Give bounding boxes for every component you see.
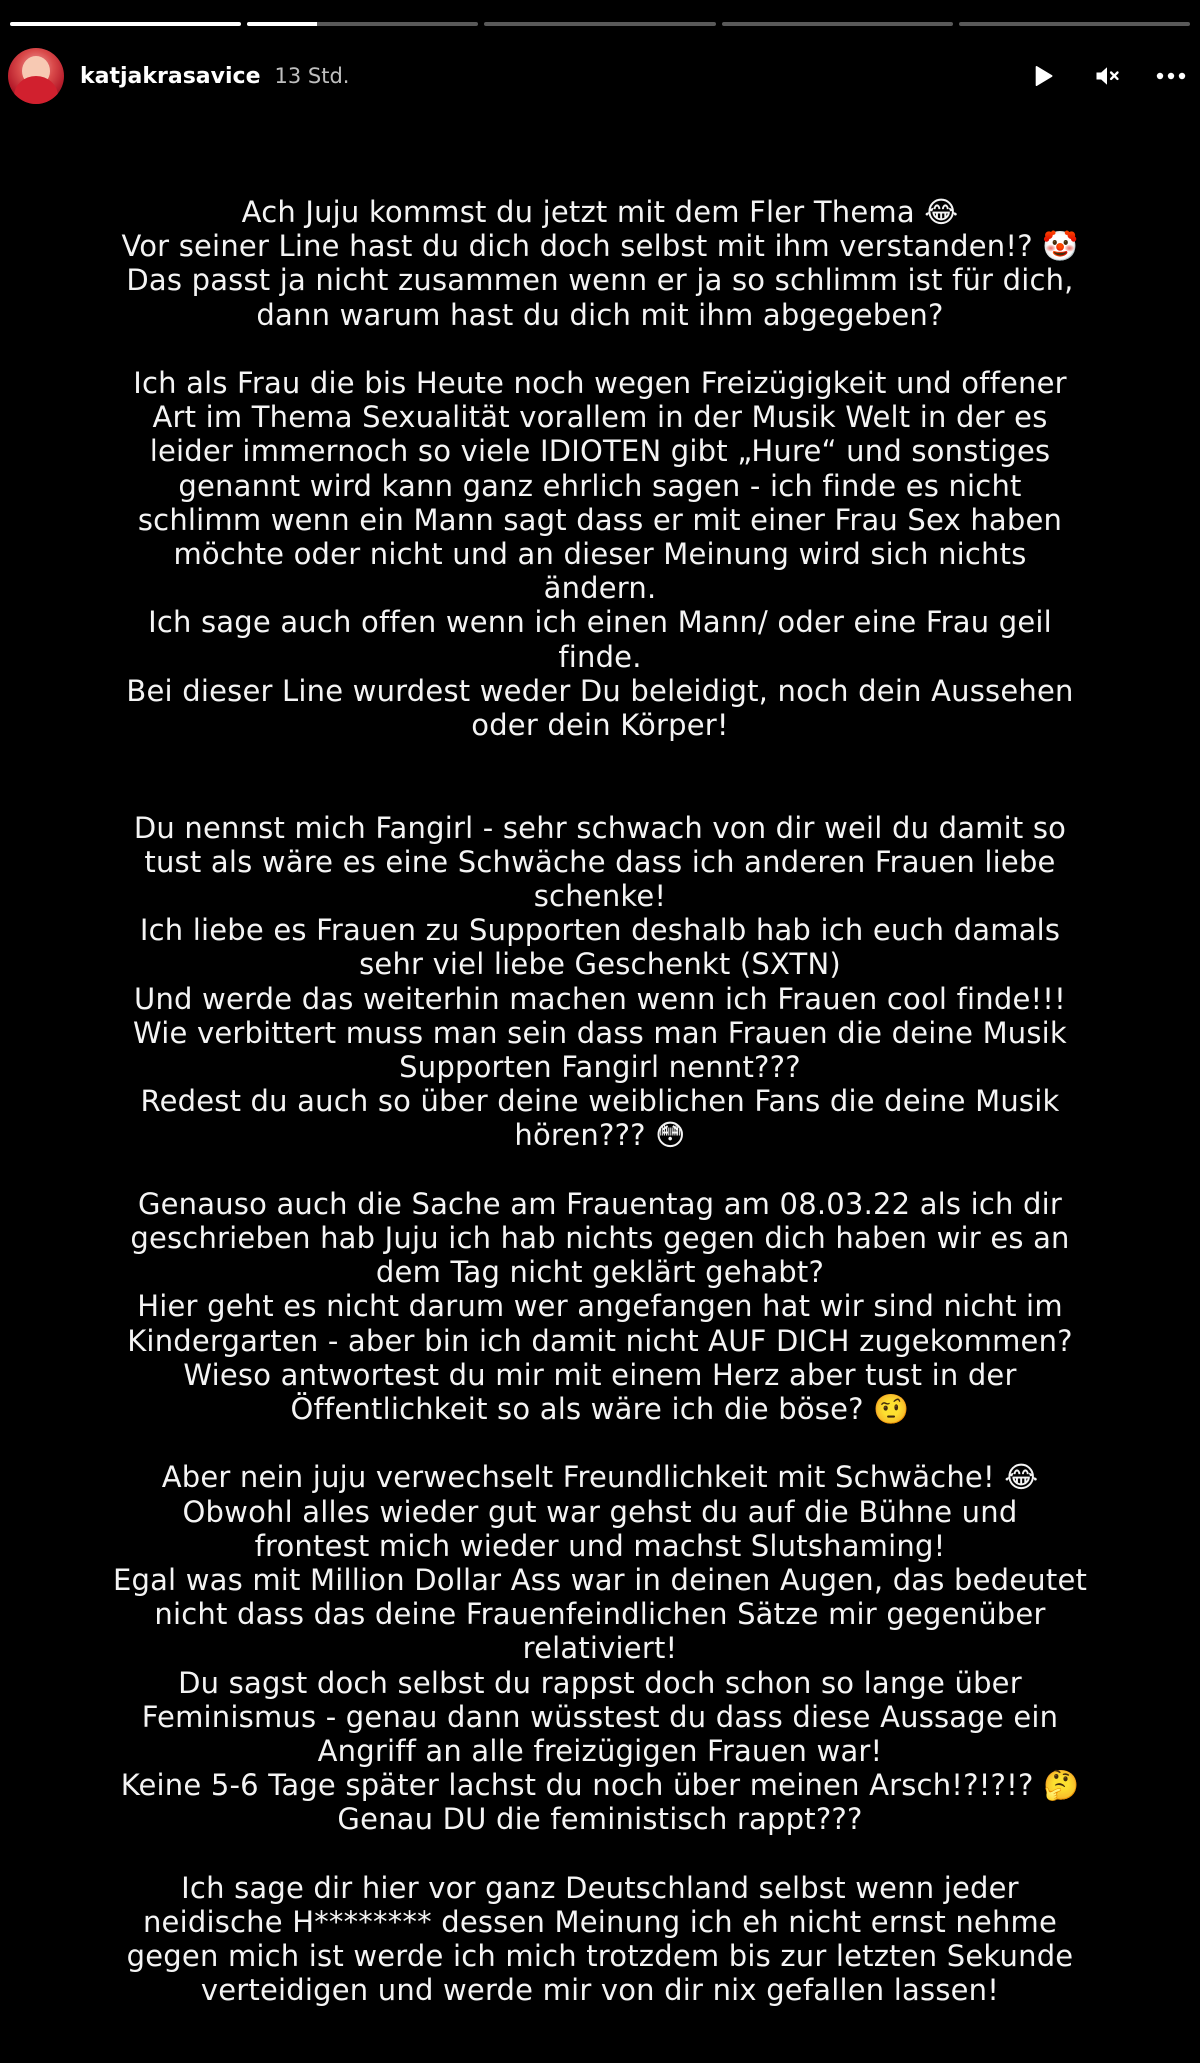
text-line: Egal was mit Million Dollar Ass war in deinen Augen, das bedeutet bbox=[112, 1563, 1088, 1598]
paragraph-4 bbox=[40, 1187, 1160, 1426]
text-line: Angriff an alle freizügigen Frauen war! bbox=[317, 1734, 883, 1769]
text-line: Ach Juju kommst du jetzt mit dem Fler Thema 😂 bbox=[241, 195, 959, 229]
username[interactable]: katjakrasavice bbox=[80, 63, 261, 89]
story-progress-bars bbox=[10, 22, 1190, 26]
text-line: nicht dass das deine Frauenfeindlichen Sätze mir gegenüber bbox=[154, 1597, 1046, 1632]
text-line: Vor seiner Line hast du dich doch selbst mit ihm verstanden!? 🤡 bbox=[121, 229, 1079, 264]
progress-segment bbox=[247, 22, 478, 26]
text-line: Ich sage auch offen wenn ich einen Mann/ oder eine Frau geil bbox=[148, 605, 1052, 640]
paragraph-1 bbox=[40, 195, 1160, 332]
paragraph-5 bbox=[40, 1460, 1160, 1836]
text-line: Hier geht es nicht darum wer angefangen hat wir sind nicht im bbox=[137, 1289, 1063, 1324]
header-actions bbox=[1026, 59, 1188, 93]
text-line: finde. bbox=[558, 639, 642, 674]
text-line: gegen mich ist werde ich mich trotzdem bis zur letzten Sekunde bbox=[126, 1939, 1074, 1974]
paragraph-2 bbox=[40, 366, 1160, 742]
text-line: relativiert! bbox=[522, 1631, 678, 1666]
text-line: Du nennst mich Fangirl - sehr schwach von dir weil du damit so bbox=[133, 810, 1067, 845]
text-line: Supporten Fangirl nennt??? bbox=[399, 1050, 801, 1085]
text-line: Ich sage dir hier vor ganz Deutschland selbst wenn jeder bbox=[181, 1870, 1019, 1905]
text-line: schenke! bbox=[533, 879, 667, 914]
story-text bbox=[40, 195, 1160, 2008]
text-line: sehr viel liebe Geschenkt (SXTN) bbox=[359, 947, 841, 982]
text-line: verteidigen und werde mir von dir nix gefallen lassen! bbox=[200, 1973, 1000, 2008]
story-header bbox=[8, 46, 1188, 106]
text-line: Redest du auch so über deine weiblichen Fans die deine Musik bbox=[140, 1084, 1060, 1119]
text-line: Genauso auch die Sache am Frauentag am 08.03.22 als ich dir bbox=[137, 1186, 1063, 1221]
text-line: Öffentlichkeit so als wäre ich die böse? 🤨 bbox=[290, 1392, 910, 1427]
progress-segment bbox=[959, 22, 1190, 26]
paragraph-6 bbox=[40, 1871, 1160, 2008]
text-line: tust als wäre es eine Schwäche dass ich anderen Frauen liebe bbox=[144, 844, 1056, 879]
text-line: Du sagst doch selbst du rappst doch schon so lange über bbox=[178, 1665, 1022, 1700]
progress-segment bbox=[722, 22, 953, 26]
text-line: frontest mich wieder und machst Slutshaming! bbox=[254, 1528, 946, 1563]
text-line: Ich als Frau die bis Heute noch wegen Freizügigkeit und offener bbox=[133, 366, 1067, 400]
more-icon[interactable] bbox=[1154, 59, 1188, 93]
paragraph-3 bbox=[40, 811, 1160, 1153]
text-line: hören??? 😳 bbox=[514, 1118, 686, 1153]
text-line: Ich liebe es Frauen zu Supporten deshalb hab ich euch damals bbox=[139, 913, 1061, 948]
text-line: möchte oder nicht und an dieser Meinung wird sich nichts bbox=[173, 537, 1027, 572]
text-line: Feminismus - genau dann wüsstest du dass diese Aussage ein bbox=[141, 1699, 1059, 1734]
text-line: Und werde das weiterhin machen wenn ich Frauen cool finde!!! bbox=[134, 981, 1066, 1016]
text-line: dem Tag nicht geklärt gehabt? bbox=[375, 1255, 825, 1290]
progress-segment bbox=[10, 22, 241, 26]
mute-icon[interactable] bbox=[1090, 59, 1124, 93]
text-line: Art im Thema Sexualität vorallem in der Musik Welt in der es bbox=[152, 400, 1048, 435]
text-line: genannt wird kann ganz ehrlich sagen - ich finde es nicht bbox=[178, 468, 1022, 503]
text-line: Obwohl alles wieder gut war gehst du auf die Bühne und bbox=[182, 1494, 1018, 1529]
avatar[interactable] bbox=[8, 48, 64, 104]
progress-fill bbox=[247, 22, 316, 26]
text-line: leider immernoch so viele IDIOTEN gibt „Hure“ und sonstiges bbox=[149, 434, 1051, 469]
text-line: schlimm wenn ein Mann sagt dass er mit einer Frau Sex haben bbox=[137, 502, 1063, 537]
text-line: geschrieben hab Juju ich hab nichts gegen dich haben wir es an bbox=[130, 1221, 1070, 1256]
text-line: Bei dieser Line wurdest weder Du beleidigt, noch dein Aussehen bbox=[126, 673, 1074, 708]
text-line: Kindergarten - aber bin ich damit nicht AUF DICH zugekommen? bbox=[127, 1323, 1073, 1358]
text-line: Wieso antwortest du mir mit einem Herz aber tust in der bbox=[183, 1357, 1017, 1392]
text-line: Wie verbittert muss man sein dass man Frauen die deine Musik bbox=[133, 1015, 1067, 1050]
text-line: oder dein Körper! bbox=[471, 708, 729, 743]
text-line: ändern. bbox=[543, 571, 657, 606]
text-line: dann warum hast du dich mit ihm abgegeben? bbox=[256, 297, 944, 332]
text-line: Aber nein juju verwechselt Freundlichkeit mit Schwäche! 😂 bbox=[161, 1460, 1039, 1495]
text-line: Das passt ja nicht zusammen wenn er ja so schlimm ist für dich, bbox=[126, 263, 1074, 298]
text-line: neidische H******** dessen Meinung ich eh nicht ernst nehme bbox=[142, 1905, 1058, 1940]
play-icon[interactable] bbox=[1026, 59, 1060, 93]
timestamp: 13 Std. bbox=[274, 64, 350, 88]
text-line: Keine 5-6 Tage später lachst du noch über meinen Arsch!?!?!? 🤔 bbox=[120, 1768, 1080, 1803]
progress-fill bbox=[10, 22, 241, 26]
text-line: Genau DU die feministisch rappt??? bbox=[337, 1802, 863, 1837]
progress-segment bbox=[484, 22, 715, 26]
